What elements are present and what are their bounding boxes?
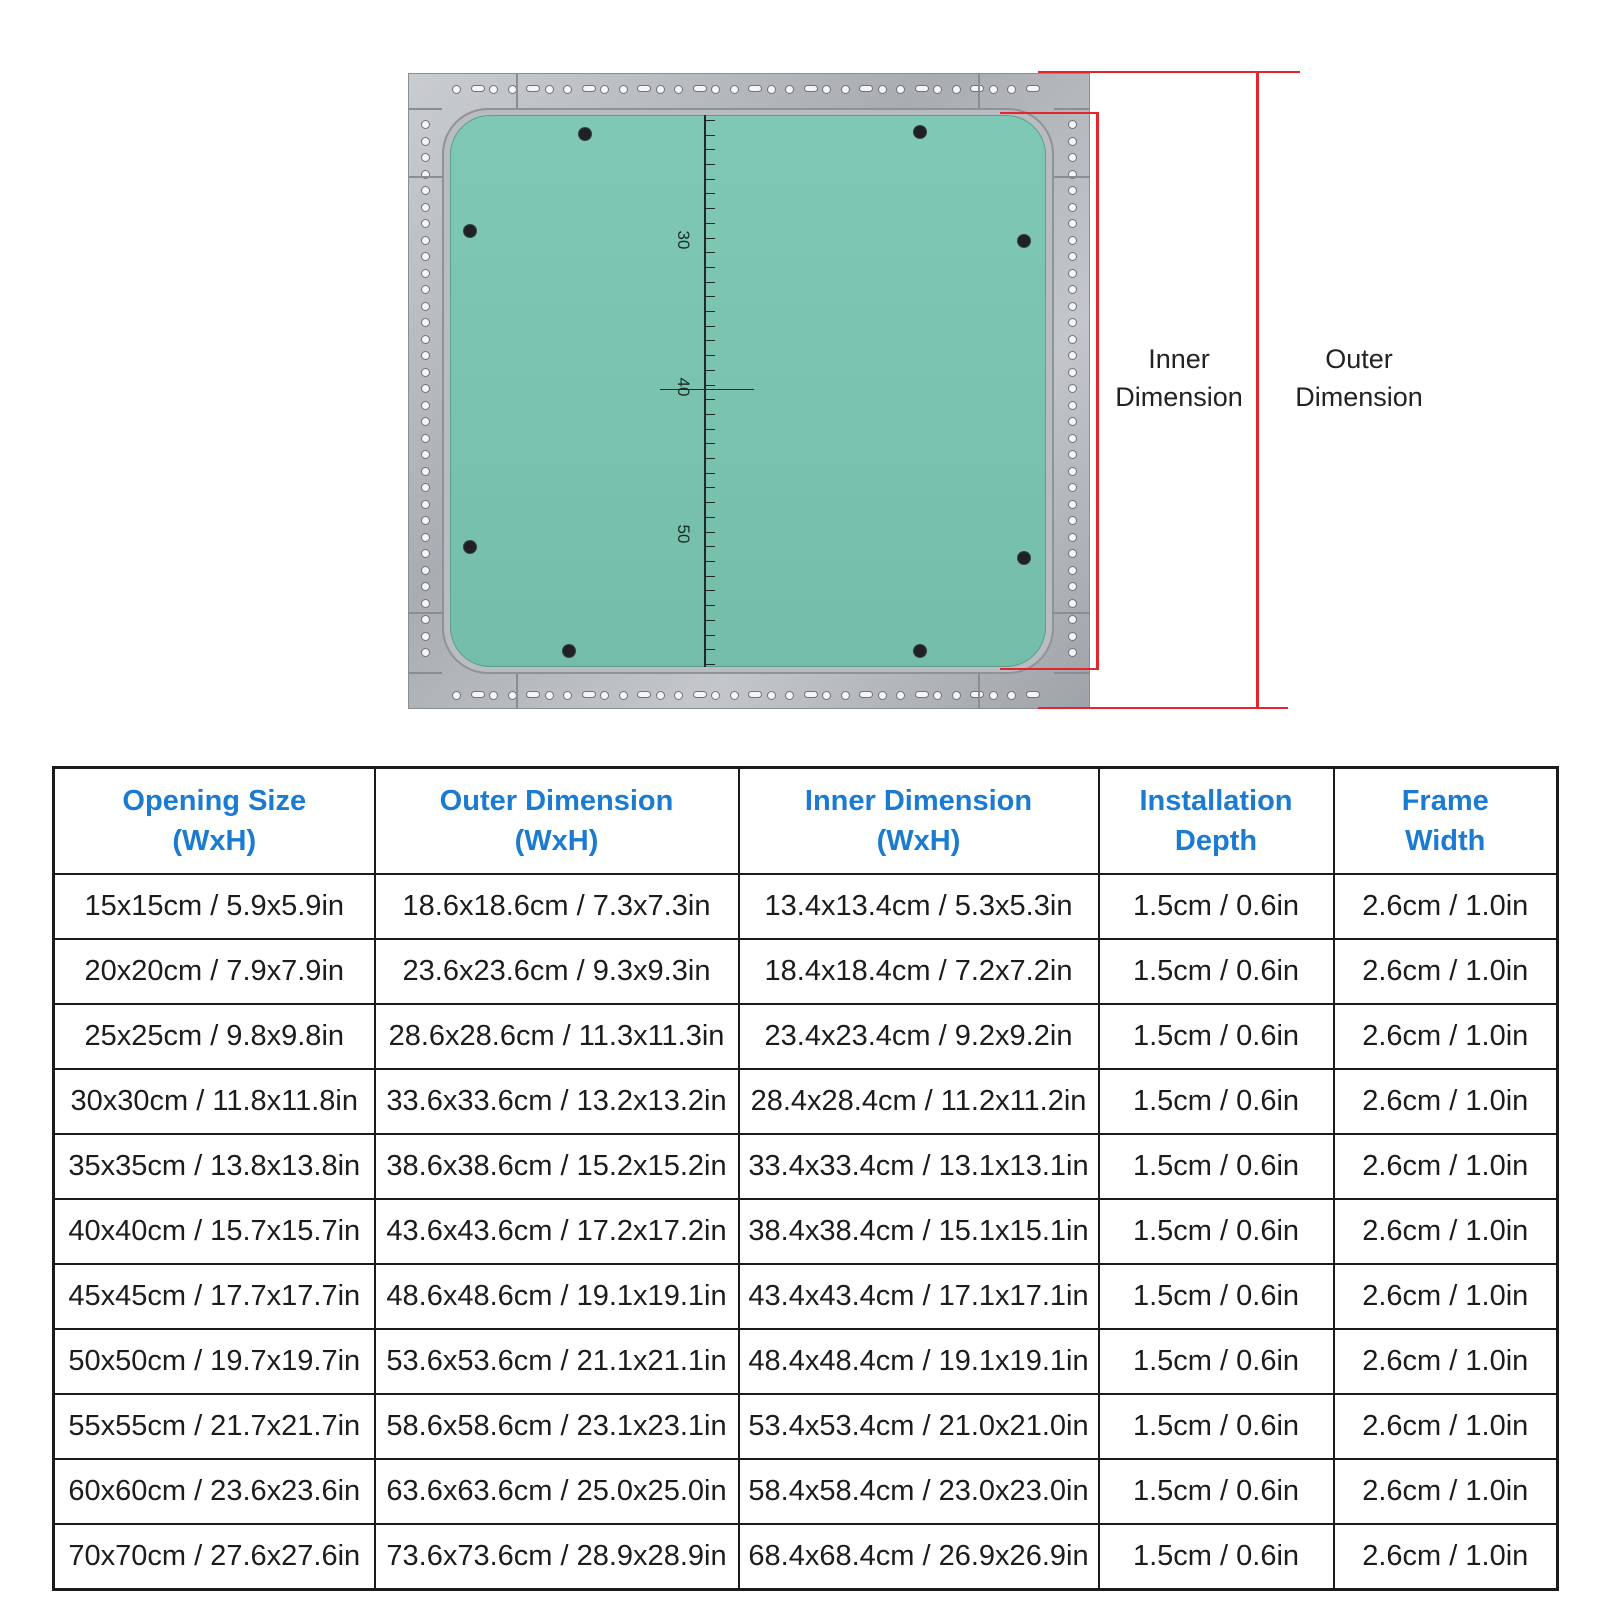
frame-hole xyxy=(1068,450,1077,459)
frame-hole xyxy=(767,85,776,94)
frame-hole xyxy=(637,691,651,698)
frame-seam xyxy=(408,176,442,178)
frame-hole xyxy=(619,691,628,700)
frame-hole xyxy=(693,85,707,92)
frame-hole xyxy=(600,691,609,700)
frame-hole xyxy=(804,85,818,92)
table-cell: 2.6cm / 1.0in xyxy=(1334,1069,1558,1134)
frame-hole xyxy=(1068,137,1077,146)
ruler-tick xyxy=(705,252,715,253)
frame-hole xyxy=(1068,120,1077,129)
table-cell: 2.6cm / 1.0in xyxy=(1334,1459,1558,1524)
frame-hole xyxy=(421,549,430,558)
frame-hole xyxy=(1068,351,1077,360)
frame-hole xyxy=(471,85,485,92)
table-cell: 1.5cm / 0.6in xyxy=(1099,1069,1334,1134)
table-cell: 25x25cm / 9.8x9.8in xyxy=(54,1004,375,1069)
ruler-label-40: 40 xyxy=(674,377,693,397)
frame-hole xyxy=(952,85,961,94)
ruler-tick xyxy=(705,399,715,400)
table-cell: 1.5cm / 0.6in xyxy=(1099,1524,1334,1590)
ruler-tick xyxy=(705,561,715,562)
table-cell: 73.6x73.6cm / 28.9x28.9in xyxy=(375,1524,739,1590)
header-outer-dimension: Outer Dimension (WxH) xyxy=(375,768,739,875)
ruler-tick xyxy=(705,473,715,474)
table-row xyxy=(54,1524,1558,1590)
table-cell: 2.6cm / 1.0in xyxy=(1334,1329,1558,1394)
table-cell: 1.5cm / 0.6in xyxy=(1099,1264,1334,1329)
table-cell: 50x50cm / 19.7x19.7in xyxy=(54,1329,375,1394)
frame-hole xyxy=(1068,384,1077,393)
ruler-tick xyxy=(705,649,715,650)
outer-dimension-label: Outer Dimension xyxy=(1295,344,1423,412)
frame-hole xyxy=(656,85,665,94)
table-cell: 45x45cm / 17.7x17.7in xyxy=(54,1264,375,1329)
screw-icon xyxy=(1018,235,1030,247)
frame-seam xyxy=(1054,672,1090,674)
frame-hole xyxy=(859,85,873,92)
frame-hole xyxy=(859,691,873,698)
frame-hole xyxy=(452,691,461,700)
frame-hole xyxy=(1068,203,1077,212)
table-cell: 1.5cm / 0.6in xyxy=(1099,1394,1334,1459)
screw-icon xyxy=(563,645,575,657)
table-body xyxy=(54,874,1558,1590)
frame-hole xyxy=(489,691,498,700)
frame-hole xyxy=(841,691,850,700)
frame-hole xyxy=(526,691,540,698)
frame-hole xyxy=(693,691,707,698)
frame-hole xyxy=(896,691,905,700)
frame-hole xyxy=(600,85,609,94)
table-cell: 58.6x58.6cm / 23.1x23.1in xyxy=(375,1394,739,1459)
ruler-tick xyxy=(705,120,715,121)
frame-hole xyxy=(1068,467,1077,476)
ruler-tick xyxy=(705,208,715,209)
frame-hole xyxy=(1068,582,1077,591)
frame-hole xyxy=(878,85,887,94)
frame-hole xyxy=(1068,219,1077,228)
access-panel-diagram xyxy=(0,0,1600,740)
frame-hole xyxy=(970,85,984,92)
frame-hole xyxy=(421,302,430,311)
screw-icon xyxy=(914,126,926,138)
frame-hole xyxy=(421,483,430,492)
frame-hole xyxy=(1007,85,1016,94)
ruler-tick xyxy=(705,414,715,415)
frame-hole xyxy=(421,318,430,327)
frame-hole xyxy=(421,351,430,360)
screw-icon xyxy=(464,225,476,237)
ruler-tick xyxy=(705,546,715,547)
ruler-tick xyxy=(705,355,715,356)
table-header-row xyxy=(54,768,1558,875)
frame-hole xyxy=(1068,186,1077,195)
ruler-tick xyxy=(705,429,715,430)
screw-icon xyxy=(914,645,926,657)
table-cell: 2.6cm / 1.0in xyxy=(1334,1264,1558,1329)
frame-seam xyxy=(1054,176,1090,178)
frame-seam xyxy=(978,73,980,108)
frame-hole xyxy=(421,533,430,542)
frame-hole xyxy=(1068,285,1077,294)
table-cell: 38.6x38.6cm / 15.2x15.2in xyxy=(375,1134,739,1199)
frame-hole xyxy=(711,85,720,94)
table-row xyxy=(54,874,1558,939)
frame-hole xyxy=(1068,648,1077,657)
frame-hole xyxy=(1068,632,1077,641)
table-cell: 70x70cm / 27.6x27.6in xyxy=(54,1524,375,1590)
table-cell: 15x15cm / 5.9x5.9in xyxy=(54,874,375,939)
frame-hole xyxy=(785,691,794,700)
inner-dimension-bottom-line xyxy=(1000,668,1098,670)
table-cell: 48.4x48.4cm / 19.1x19.1in xyxy=(739,1329,1099,1394)
frame-seam xyxy=(408,108,442,110)
frame-hole xyxy=(619,85,628,94)
ruler-tick xyxy=(705,532,715,533)
frame-hole xyxy=(1068,549,1077,558)
table-cell: 1.5cm / 0.6in xyxy=(1099,874,1334,939)
ruler-tick xyxy=(705,340,715,341)
ruler-tick xyxy=(705,458,715,459)
frame-hole xyxy=(933,691,942,700)
frame-hole xyxy=(933,85,942,94)
ruler-tick xyxy=(705,443,715,444)
frame-hole xyxy=(822,85,831,94)
frame-hole xyxy=(545,85,554,94)
table-cell: 1.5cm / 0.6in xyxy=(1099,1199,1334,1264)
ruler-label-50: 50 xyxy=(674,524,693,544)
frame-hole xyxy=(1068,434,1077,443)
table-row xyxy=(54,1004,1558,1069)
frame-hole xyxy=(421,632,430,641)
frame-hole xyxy=(841,85,850,94)
inner-dimension-label: Inner Dimension xyxy=(1115,344,1243,412)
frame-hole xyxy=(656,691,665,700)
frame-hole xyxy=(582,691,596,698)
frame-hole xyxy=(421,417,430,426)
frame-hole xyxy=(878,691,887,700)
measuring-tape xyxy=(704,115,706,667)
table-cell: 43.4x43.4cm / 17.1x17.1in xyxy=(739,1264,1099,1329)
table-cell: 28.4x28.4cm / 11.2x11.2in xyxy=(739,1069,1099,1134)
table-cell: 28.6x28.6cm / 11.3x11.3in xyxy=(375,1004,739,1069)
header-installation-depth: Installation Depth xyxy=(1099,768,1334,875)
ruler-tick xyxy=(705,635,715,636)
frame-hole xyxy=(822,691,831,700)
table-row xyxy=(54,1199,1558,1264)
frame-hole xyxy=(970,691,984,698)
frame-hole xyxy=(804,691,818,698)
frame-seam xyxy=(1054,108,1090,110)
frame-hole xyxy=(896,85,905,94)
ruler-tick xyxy=(705,664,715,665)
ruler-tick xyxy=(705,502,715,503)
frame-hole xyxy=(421,219,430,228)
table-row xyxy=(54,1459,1558,1524)
size-specification-table xyxy=(52,766,1559,1591)
frame-hole xyxy=(952,691,961,700)
table-cell: 33.6x33.6cm / 13.2x13.2in xyxy=(375,1069,739,1134)
frame-hole xyxy=(1026,85,1040,92)
frame-seam xyxy=(516,73,518,108)
outer-dimension-bottom-line xyxy=(1038,707,1288,709)
ruler-tick xyxy=(705,370,715,371)
frame-hole xyxy=(526,85,540,92)
screw-icon xyxy=(464,541,476,553)
table-cell: 18.6x18.6cm / 7.3x7.3in xyxy=(375,874,739,939)
ruler-tick xyxy=(705,193,715,194)
ruler-tick xyxy=(705,487,715,488)
frame-hole xyxy=(421,137,430,146)
frame-hole xyxy=(1068,269,1077,278)
table-cell: 1.5cm / 0.6in xyxy=(1099,1134,1334,1199)
table-row xyxy=(54,1329,1558,1394)
frame-hole xyxy=(452,85,461,94)
frame-hole xyxy=(1068,335,1077,344)
ruler-tick xyxy=(705,517,715,518)
frame-hole xyxy=(785,85,794,94)
table-cell: 1.5cm / 0.6in xyxy=(1099,1459,1334,1524)
table-cell: 53.6x53.6cm / 21.1x21.1in xyxy=(375,1329,739,1394)
frame-hole xyxy=(421,269,430,278)
table-cell: 1.5cm / 0.6in xyxy=(1099,1004,1334,1069)
ruler-tick xyxy=(705,576,715,577)
table-cell: 1.5cm / 0.6in xyxy=(1099,939,1334,1004)
table-cell: 23.4x23.4cm / 9.2x9.2in xyxy=(739,1004,1099,1069)
frame-hole xyxy=(421,566,430,575)
ruler-label-30: 30 xyxy=(674,230,693,250)
frame-hole xyxy=(1068,401,1077,410)
table-cell: 2.6cm / 1.0in xyxy=(1334,1394,1558,1459)
header-frame-width: Frame Width xyxy=(1334,768,1558,875)
frame-hole xyxy=(1068,500,1077,509)
ruler-tick xyxy=(705,223,715,224)
ruler-tick xyxy=(705,164,715,165)
table-row xyxy=(54,1069,1558,1134)
table-cell: 38.4x38.4cm / 15.1x15.1in xyxy=(739,1199,1099,1264)
frame-hole xyxy=(730,691,739,700)
frame-hole xyxy=(421,500,430,509)
table-cell: 20x20cm / 7.9x7.9in xyxy=(54,939,375,1004)
frame-hole xyxy=(915,85,929,92)
frame-hole xyxy=(421,648,430,657)
frame-seam xyxy=(978,674,980,709)
ruler-tick xyxy=(705,590,715,591)
header-inner-dimension: Inner Dimension (WxH) xyxy=(739,768,1099,875)
table-cell: 2.6cm / 1.0in xyxy=(1334,1004,1558,1069)
table-cell: 40x40cm / 15.7x15.7in xyxy=(54,1199,375,1264)
frame-hole xyxy=(1068,483,1077,492)
frame-hole xyxy=(563,691,572,700)
frame-hole xyxy=(1068,153,1077,162)
frame-hole xyxy=(1068,368,1077,377)
frame-hole xyxy=(421,434,430,443)
screw-icon xyxy=(579,128,591,140)
ruler-tick xyxy=(705,296,715,297)
frame-hole xyxy=(421,153,430,162)
frame-hole xyxy=(1068,318,1077,327)
frame-hole xyxy=(1068,533,1077,542)
frame-hole xyxy=(989,85,998,94)
table-cell: 33.4x33.4cm / 13.1x13.1in xyxy=(739,1134,1099,1199)
frame-hole xyxy=(421,252,430,261)
frame-hole xyxy=(730,85,739,94)
frame-hole xyxy=(421,368,430,377)
ruler-tick xyxy=(705,311,715,312)
frame-hole xyxy=(711,691,720,700)
frame-hole xyxy=(1068,516,1077,525)
frame-hole xyxy=(1068,417,1077,426)
frame-hole xyxy=(421,599,430,608)
frame-hole xyxy=(748,85,762,92)
frame-hole xyxy=(563,85,572,94)
table-cell: 55x55cm / 21.7x21.7in xyxy=(54,1394,375,1459)
frame-hole xyxy=(545,691,554,700)
table-row xyxy=(54,1134,1558,1199)
frame-hole xyxy=(421,120,430,129)
table-cell: 1.5cm / 0.6in xyxy=(1099,1329,1334,1394)
frame-hole xyxy=(471,691,485,698)
outer-dimension-top-line xyxy=(1038,71,1300,73)
frame-hole xyxy=(1068,302,1077,311)
table-row xyxy=(54,939,1558,1004)
frame-hole xyxy=(421,285,430,294)
table-row xyxy=(54,1264,1558,1329)
ruler-tick xyxy=(705,149,715,150)
frame-hole xyxy=(1026,691,1040,698)
ruler-tick xyxy=(705,326,715,327)
frame-seam xyxy=(516,674,518,709)
inner-dimension-top-line xyxy=(1000,112,1098,114)
table-cell: 60x60cm / 23.6x23.6in xyxy=(54,1459,375,1524)
ruler-tick xyxy=(705,179,715,180)
frame-hole xyxy=(748,691,762,698)
table-cell: 2.6cm / 1.0in xyxy=(1334,939,1558,1004)
table-cell: 2.6cm / 1.0in xyxy=(1334,1524,1558,1590)
frame-hole xyxy=(1068,252,1077,261)
ruler-tick xyxy=(705,238,715,239)
table-cell: 2.6cm / 1.0in xyxy=(1334,874,1558,939)
frame-hole xyxy=(637,85,651,92)
frame-hole xyxy=(421,401,430,410)
table-cell: 43.6x43.6cm / 17.2x17.2in xyxy=(375,1199,739,1264)
frame-hole xyxy=(421,516,430,525)
ruler-tick xyxy=(705,605,715,606)
frame-hole xyxy=(421,582,430,591)
frame-hole xyxy=(421,467,430,476)
frame-hole xyxy=(1068,615,1077,624)
frame-hole xyxy=(1068,599,1077,608)
table-cell: 63.6x63.6cm / 25.0x25.0in xyxy=(375,1459,739,1524)
table-cell: 68.4x68.4cm / 26.9x26.9in xyxy=(739,1524,1099,1590)
frame-hole xyxy=(674,85,683,94)
frame-hole xyxy=(1068,566,1077,575)
frame-hole xyxy=(582,85,596,92)
table-cell: 48.6x48.6cm / 19.1x19.1in xyxy=(375,1264,739,1329)
gypsum-board-panel xyxy=(450,115,1046,667)
table-row xyxy=(54,1394,1558,1459)
frame-hole xyxy=(421,335,430,344)
ruler-tick xyxy=(705,620,715,621)
table-cell: 53.4x53.4cm / 21.0x21.0in xyxy=(739,1394,1099,1459)
frame-hole xyxy=(421,236,430,245)
table-cell: 30x30cm / 11.8x11.8in xyxy=(54,1069,375,1134)
table-cell: 18.4x18.4cm / 7.2x7.2in xyxy=(739,939,1099,1004)
ruler-tick xyxy=(705,267,715,268)
outer-dimension-vertical-line xyxy=(1256,71,1259,709)
screw-icon xyxy=(1018,552,1030,564)
frame-hole xyxy=(1068,236,1077,245)
frame-hole xyxy=(674,691,683,700)
frame-hole xyxy=(421,186,430,195)
frame-hole xyxy=(421,615,430,624)
frame-hole xyxy=(421,384,430,393)
frame-hole xyxy=(767,691,776,700)
frame-hole xyxy=(915,691,929,698)
table-cell: 23.6x23.6cm / 9.3x9.3in xyxy=(375,939,739,1004)
frame-hole xyxy=(489,85,498,94)
ruler-tick xyxy=(705,282,715,283)
frame-hole xyxy=(421,450,430,459)
inner-dimension-vertical-line xyxy=(1096,112,1099,670)
table-cell: 35x35cm / 13.8x13.8in xyxy=(54,1134,375,1199)
frame-seam xyxy=(408,672,442,674)
header-opening-size: Opening Size (WxH) xyxy=(54,768,375,875)
frame-seam xyxy=(1054,612,1090,614)
frame-seam xyxy=(408,612,442,614)
frame-hole xyxy=(1007,691,1016,700)
ruler-tick xyxy=(705,135,715,136)
frame-hole xyxy=(421,203,430,212)
table-cell: 13.4x13.4cm / 5.3x5.3in xyxy=(739,874,1099,939)
frame-hole xyxy=(989,691,998,700)
table-cell: 2.6cm / 1.0in xyxy=(1334,1134,1558,1199)
table-cell: 2.6cm / 1.0in xyxy=(1334,1199,1558,1264)
ruler-tick xyxy=(705,385,715,386)
table-cell: 58.4x58.4cm / 23.0x23.0in xyxy=(739,1459,1099,1524)
